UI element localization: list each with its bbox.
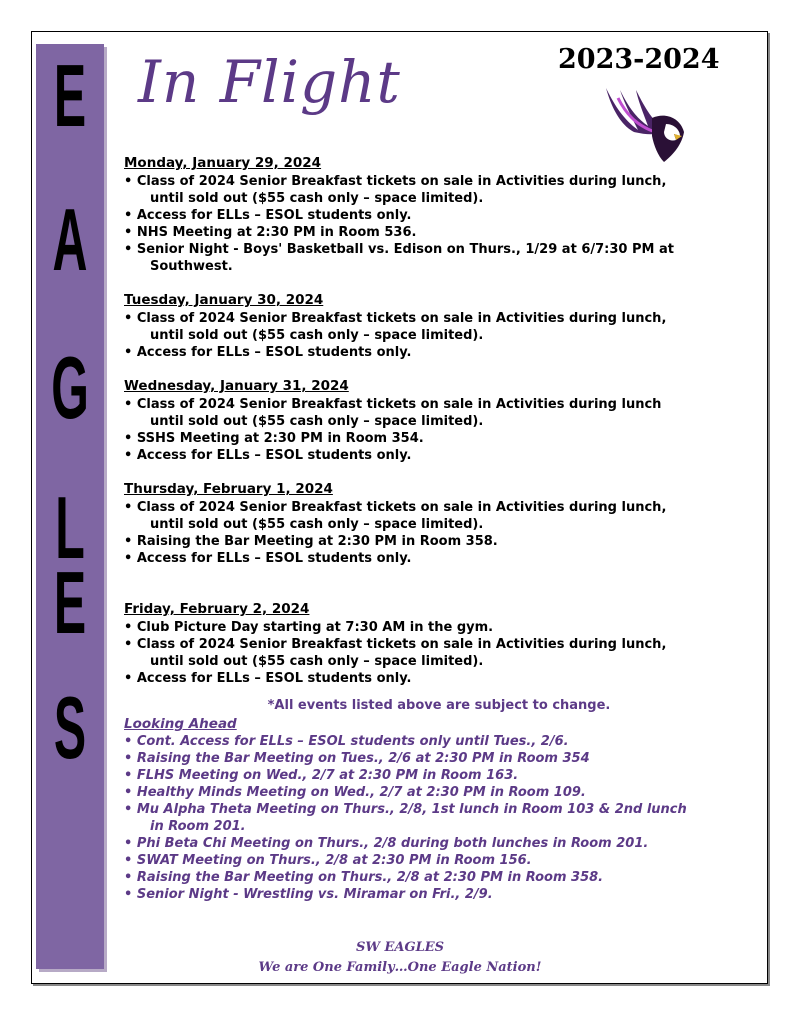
day-block-wednesday [124,378,754,464]
list-item: • Class of 2024 Senior Breakfast tickets on sale in Activities during lunch, until sold out ($55 cash only – space limited). [124,311,667,343]
sidebar-letter: E [53,46,87,145]
list-item: • Class of 2024 Senior Breakfast tickets on sale in Activities during lunch, until sold out ($55 cash only – space limited). [124,500,667,532]
eagle-logo-icon [604,84,686,166]
day-heading: Friday, February 2, 2024 [124,601,310,617]
list-item: • Cont. Access for ELLs – ESOL students only until Tues., 2/6. [124,734,569,749]
list-item: • Healthy Minds Meeting on Wed., 2/7 at 2:30 PM in Room 109. [124,785,586,800]
sidebar-letter: E [53,553,87,652]
list-item: • Senior Night - Wrestling vs. Miramar on Fri., 2/9. [124,887,493,902]
list-item: • NHS Meeting at 2:30 PM in Room 536. [124,225,417,240]
looking-ahead-list [124,733,754,903]
day-heading: Thursday, February 1, 2024 [124,481,333,497]
sidebar-letter: G [51,338,89,437]
sidebar-letter: A [52,190,88,289]
list-item: • Club Picture Day starting at 7:30 AM in the gym. [124,620,494,635]
list-item: • Access for ELLs – ESOL students only. [124,671,412,686]
day-heading: Tuesday, January 30, 2024 [124,292,324,308]
sidebar-letter: L [55,478,85,577]
day-block-monday [124,155,754,275]
day-heading: Monday, January 29, 2024 [124,155,322,171]
list-item: • FLHS Meeting on Wed., 2/7 at 2:30 PM in Room 163. [124,768,519,783]
schedule-content [124,155,754,903]
looking-ahead-heading: Looking Ahead [124,716,237,732]
day-block-thursday [124,481,754,567]
day-block-friday [124,601,754,687]
list-item: • Raising the Bar Meeting on Thurs., 2/8 at 2:30 PM in Room 358. [124,870,604,885]
list-item: • Access for ELLs – ESOL students only. [124,551,412,566]
day-heading: Wednesday, January 31, 2024 [124,378,349,394]
list-item: • Access for ELLs – ESOL students only. [124,208,412,223]
list-item: • Class of 2024 Senior Breakfast tickets on sale in Activities during lunch until sold out ($55 cash only – space limited). [124,397,662,429]
list-item: • Class of 2024 Senior Breakfast tickets on sale in Activities during lunch, until sold out ($55 cash only – space limited). [124,174,667,206]
footer-school-name: SW EAGLES [355,940,445,955]
list-item: • Class of 2024 Senior Breakfast tickets on sale in Activities during lunch, until sold out ($55 cash only – space limited). [124,637,667,669]
footer-motto: We are One Family…One Eagle Nation! [258,960,542,975]
list-item: • Raising the Bar Meeting at 2:30 PM in Room 358. [124,534,498,549]
school-year: 2023-2024 [558,44,720,75]
list-item: • Mu Alpha Theta Meeting on Thurs., 2/8, 1st lunch in Room 103 & 2nd lunch in Room 201. [124,802,687,834]
list-item: • Access for ELLs – ESOL students only. [124,345,412,360]
list-item: • Raising the Bar Meeting on Tues., 2/6 at 2:30 PM in Room 354 [124,751,590,766]
list-item: • SSHS Meeting at 2:30 PM in Room 354. [124,431,424,446]
list-item: • SWAT Meeting on Thurs., 2/8 at 2:30 PM in Room 156. [124,853,532,868]
eagles-sidebar [36,44,104,969]
list-item: • Phi Beta Chi Meeting on Thurs., 2/8 during both lunches in Room 201. [124,836,649,851]
page-title: In Flight [138,48,401,116]
sidebar-letter: S [53,678,87,777]
list-item: • Access for ELLs – ESOL students only. [124,448,412,463]
list-item: • Senior Night - Boys' Basketball vs. Edison on Thurs., 1/29 at 6/7:30 PM at Southwest. [124,242,674,274]
disclaimer-note: *All events listed above are subject to change. [267,698,611,713]
day-block-tuesday [124,292,754,361]
